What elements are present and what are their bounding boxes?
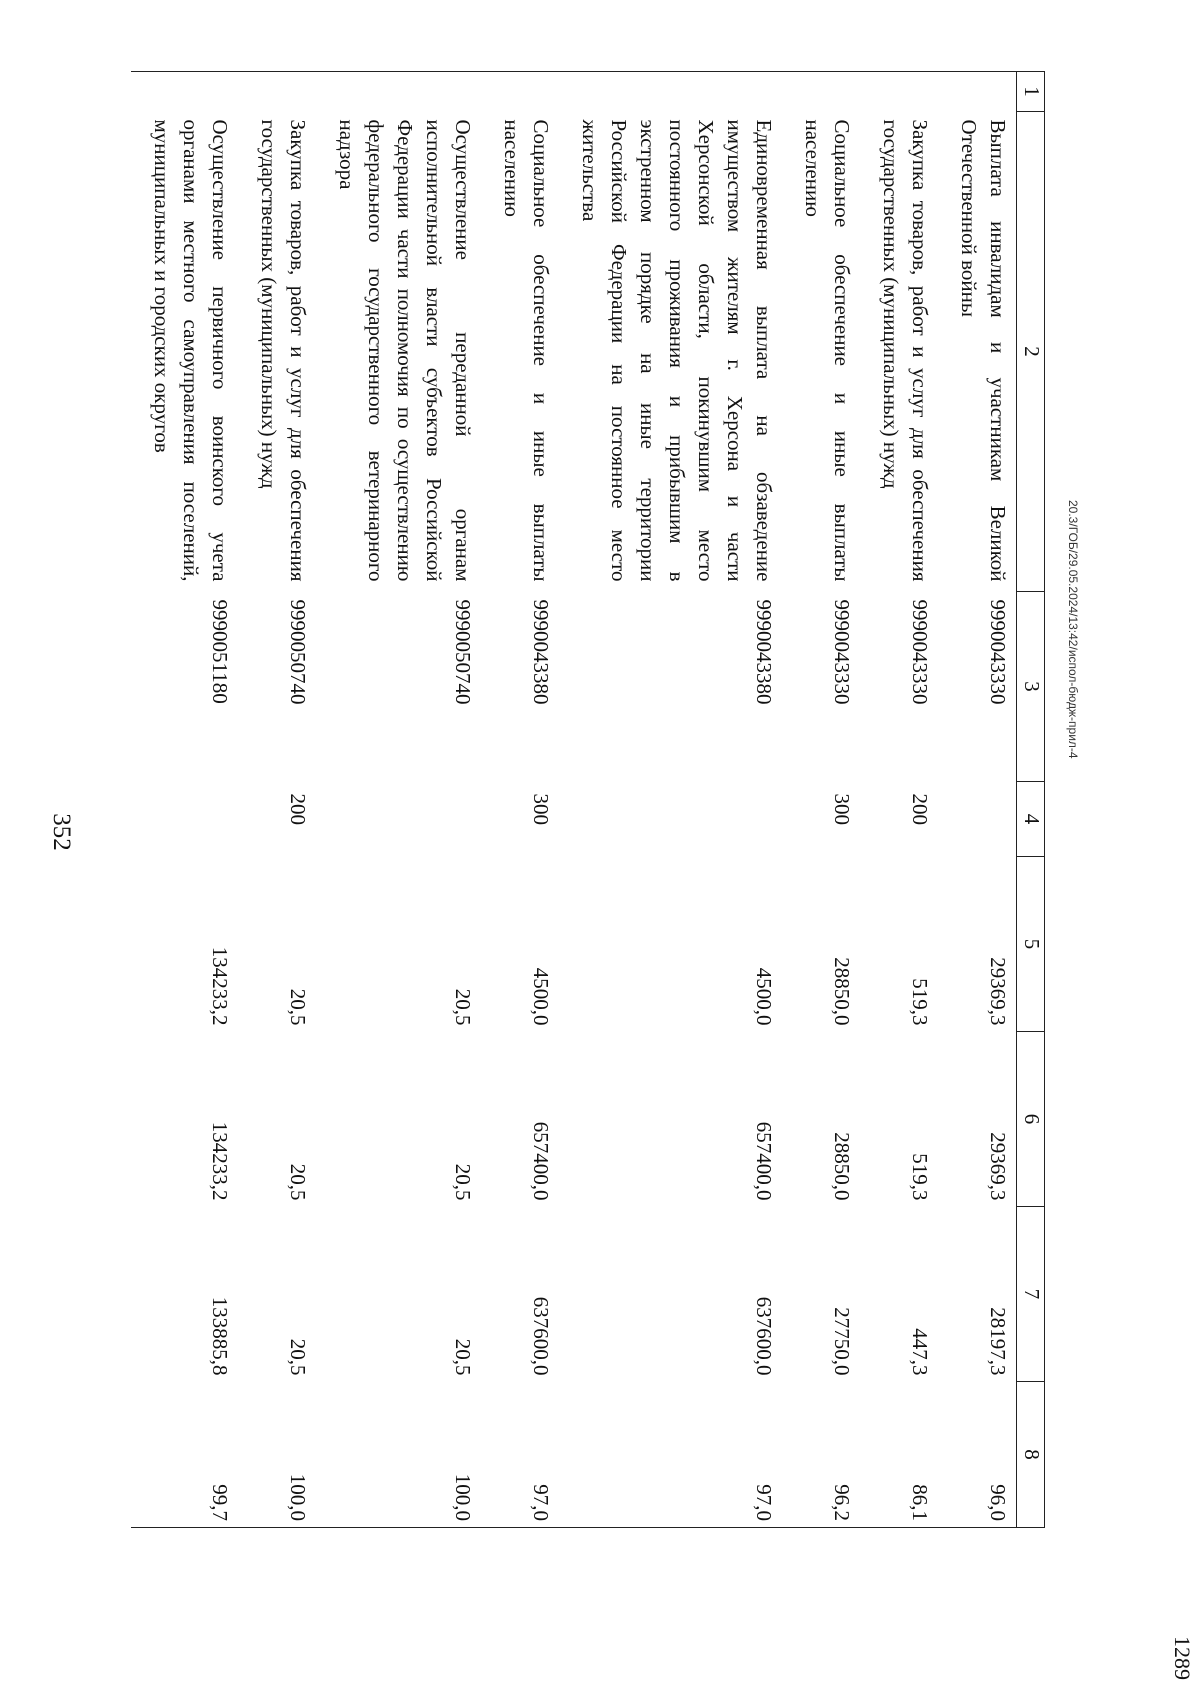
col-header-1: 1: [1017, 72, 1045, 112]
cell-code: 9990050740: [286, 599, 310, 705]
cell-percent: 96,0: [938, 1382, 1017, 1528]
cell-code: 9990051180: [208, 599, 232, 704]
col-header-8: 8: [1017, 1382, 1045, 1528]
table-header-row: [1017, 72, 1045, 1528]
cell-value-5: 20,5: [451, 988, 475, 1026]
cell-type: 300: [529, 793, 553, 825]
cell-value-6: 20,5: [451, 1163, 475, 1201]
cell-type: [938, 782, 1017, 857]
col-header-4: 4: [1017, 782, 1045, 857]
table-row: [238, 72, 316, 1528]
cell-code: 9990050740: [451, 599, 475, 705]
cell-percent: 99,7: [131, 1382, 238, 1528]
table-row: [559, 72, 782, 1528]
cell-description: Осуществление переданной органам исполнительной власти субъектов Российской Федерации части полномочия по осуществлению федерального государственного ветеринарного надзора: [335, 119, 475, 582]
cell-value-7: 27750,0: [830, 1307, 854, 1376]
cell-description: Единовременная выплата на обзаведение имуществом жителям г. Херсона и части Херсонской области, покинувшим место постоянного проживания и прибывшим в экстренном порядке на иные территории Российской Федерации на постоянное место жительства: [578, 119, 776, 582]
cell-description: Закупка товаров, работ и услуг для обеспечения государственных (муниципальных) нужд: [879, 119, 932, 582]
cell-value-6: 657400,0: [529, 1121, 553, 1201]
cell-value-5: 134233,2: [208, 946, 232, 1026]
budget-table: [131, 71, 1045, 1528]
cell-index: [559, 72, 782, 112]
table-row: [782, 72, 860, 1528]
cell-description: Социальное обеспечение и иные выплаты населению: [500, 119, 553, 582]
cell-percent: 96,2: [782, 1382, 860, 1528]
table-row: [860, 72, 938, 1528]
cell-type: 200: [286, 793, 310, 825]
cell-percent: 100,0: [316, 1382, 481, 1528]
cell-index: [238, 72, 316, 112]
cell-value-6: 29369,3: [986, 1132, 1010, 1201]
col-header-2: 2: [1017, 112, 1045, 592]
table-row: [481, 72, 559, 1528]
page-number: 352: [47, 813, 75, 851]
cell-value-5: 4500,0: [752, 967, 776, 1026]
cell-index: [782, 72, 860, 112]
cell-code: 9990043330: [908, 599, 932, 705]
cell-value-5: 29369,3: [986, 957, 1010, 1026]
table-row: [316, 72, 481, 1528]
cell-index: [481, 72, 559, 112]
cell-value-7: 20,5: [451, 1338, 475, 1376]
cell-value-7: 133885,8: [208, 1296, 232, 1376]
cell-value-6: 28850,0: [830, 1132, 854, 1201]
cell-type: [316, 782, 481, 857]
cell-type: [559, 782, 782, 857]
cell-percent: 97,0: [559, 1382, 782, 1528]
cell-value-6: 657400,0: [752, 1121, 776, 1201]
cell-percent: 100,0: [238, 1382, 316, 1528]
document-id: 20.3/ГОБ/29.05.2024/13:42/испол-бюдж-прил-4: [1066, 500, 1080, 759]
cell-description: Осуществление первичного воинского учета органами местного самоуправления поселений, муниципальных и городских округов: [150, 119, 232, 582]
col-header-7: 7: [1017, 1207, 1045, 1382]
cell-code: 9990043330: [986, 599, 1010, 705]
cell-index: [938, 72, 1017, 112]
table-row: [131, 72, 238, 1528]
cell-value-7: 637600,0: [752, 1296, 776, 1376]
cell-type: 200: [908, 793, 932, 825]
cell-value-7: 20,5: [286, 1338, 310, 1376]
cell-code: 9990043380: [529, 599, 553, 705]
cell-value-5: 28850,0: [830, 957, 854, 1026]
cell-value-6: 519,3: [908, 1153, 932, 1201]
cell-code: 9990043330: [830, 599, 854, 705]
cell-value-5: 20,5: [286, 988, 310, 1026]
table-row: [938, 72, 1017, 1528]
cell-type: 300: [830, 793, 854, 825]
col-header-6: 6: [1017, 1032, 1045, 1207]
cell-value-6: 134233,2: [208, 1121, 232, 1201]
col-header-5: 5: [1017, 857, 1045, 1032]
cell-percent: 97,0: [481, 1382, 559, 1528]
cell-description: Социальное обеспечение и иные выплаты населению: [801, 119, 854, 582]
cell-value-6: 20,5: [286, 1163, 310, 1201]
sheet-number: 1289: [1170, 1636, 1195, 1680]
cell-description: Закупка товаров, работ и услуг для обеспечения государственных (муниципальных) нужд: [257, 119, 310, 582]
cell-percent: 86,1: [860, 1382, 938, 1528]
cell-value-5: 519,3: [908, 978, 932, 1026]
cell-index: [131, 72, 238, 112]
cell-value-7: 637600,0: [529, 1296, 553, 1376]
cell-type: [131, 782, 238, 857]
rotated-table-container: [150, 71, 1045, 1527]
cell-value-5: 4500,0: [529, 967, 553, 1026]
cell-value-7: 447,3: [908, 1328, 932, 1376]
col-header-3: 3: [1017, 592, 1045, 782]
cell-code: 9990043380: [752, 599, 776, 705]
cell-index: [860, 72, 938, 112]
cell-index: [316, 72, 481, 112]
cell-description: Выплата инвалидам и участникам Великой Отечественной войны: [957, 119, 1010, 582]
cell-value-7: 28197,3: [986, 1307, 1010, 1376]
